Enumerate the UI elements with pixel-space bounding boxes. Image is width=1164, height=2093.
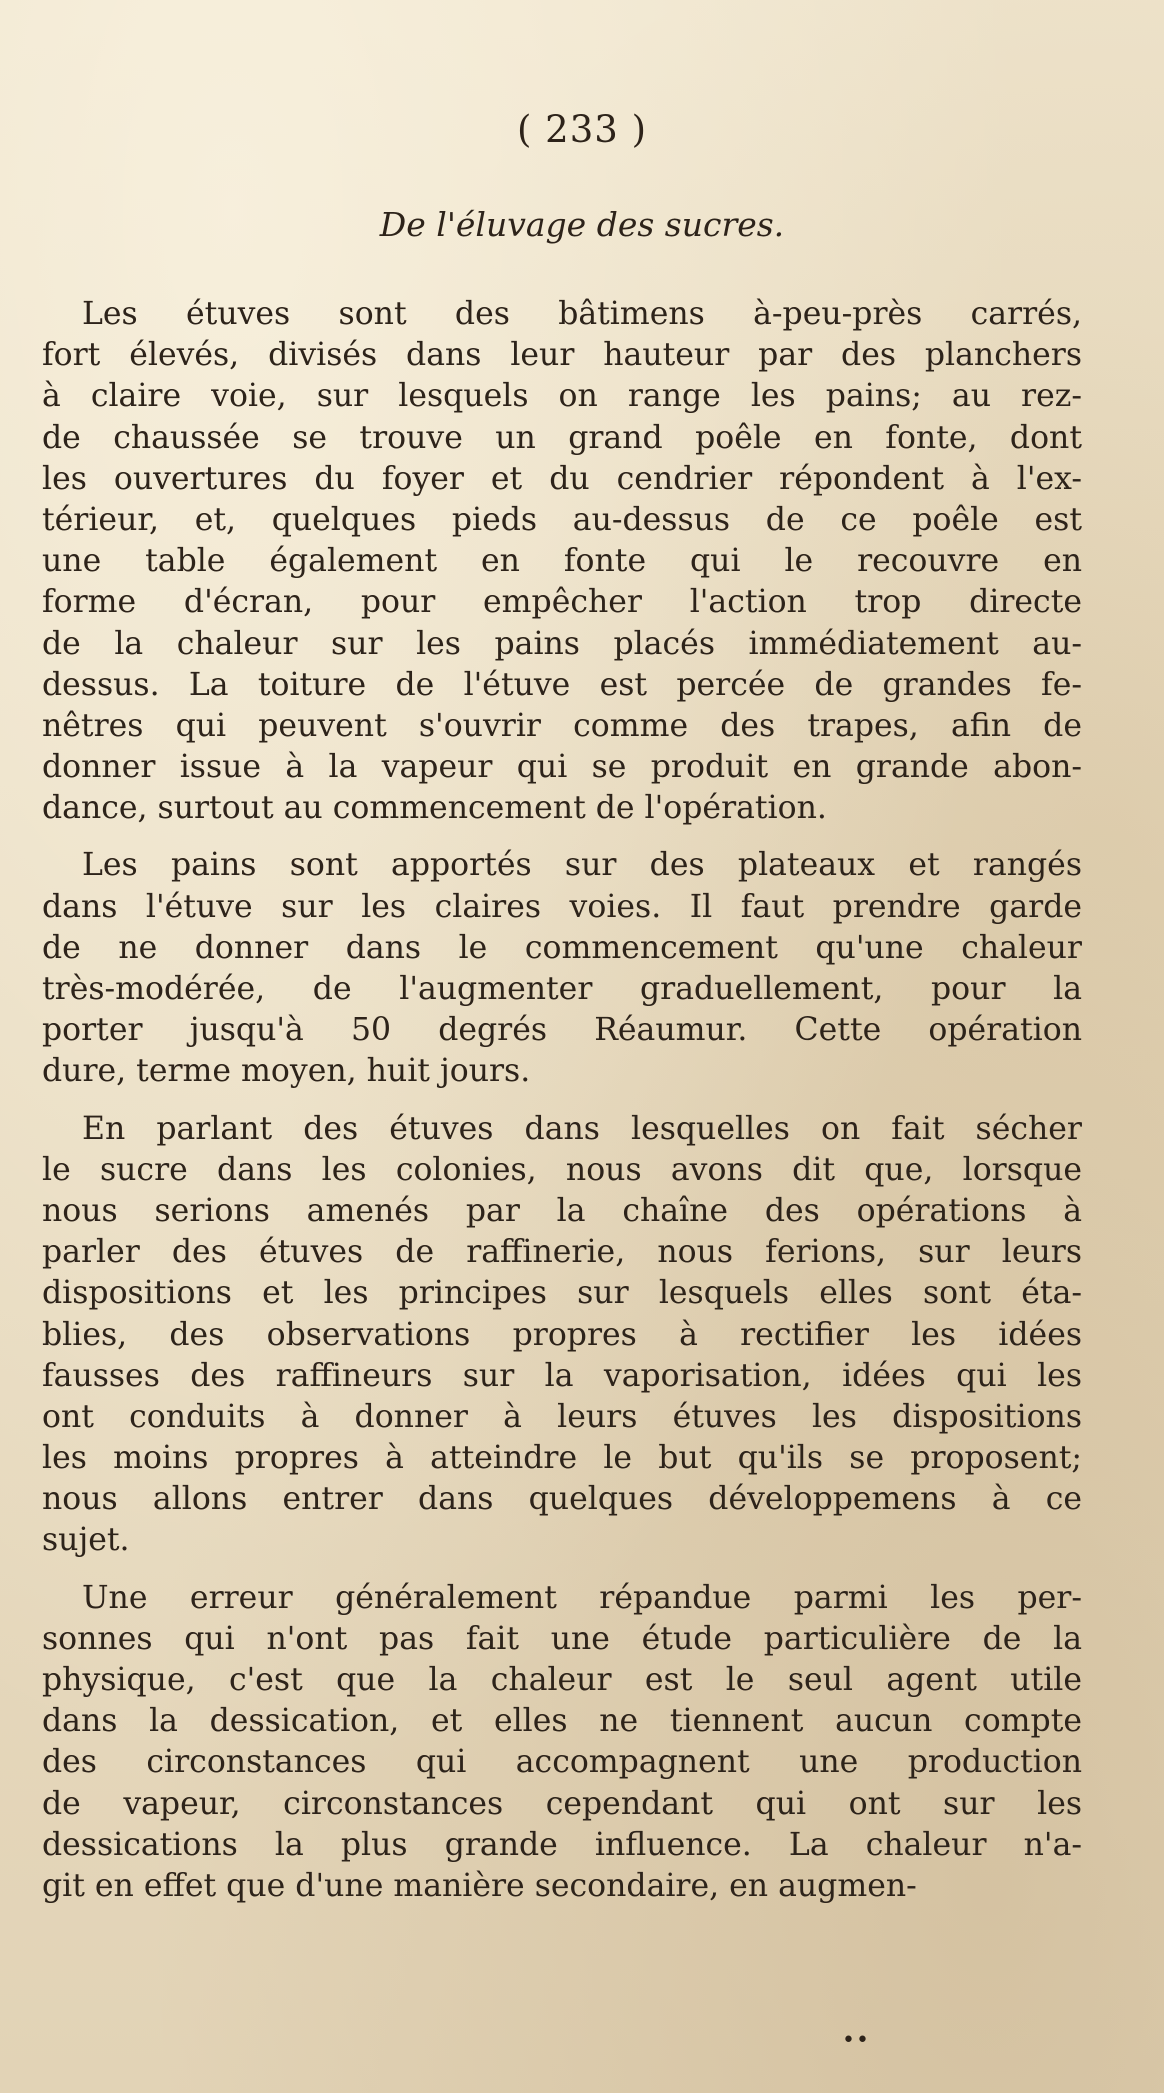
text-line: dans la dessication, et elles ne tiennent aucun compte bbox=[42, 1703, 1082, 1740]
text-line: ont conduits à donner à leurs étuves les dispositions bbox=[42, 1398, 1082, 1435]
section-title: De l'éluvage des sucres. bbox=[379, 205, 785, 244]
text-line: dispositions et les principes sur lesquels elles sont éta- bbox=[42, 1275, 1082, 1312]
text-line: dessus. La toiture de l'étuve est percée de grandes fe- bbox=[42, 666, 1082, 703]
page-number: ( 233 ) bbox=[516, 108, 647, 151]
text-line: dure, terme moyen, huit jours. bbox=[42, 1053, 531, 1090]
text-line: très-modérée, de l'augmenter graduellement, pour la bbox=[42, 971, 1082, 1007]
text-line: sujet. bbox=[42, 1522, 130, 1559]
paragraph bbox=[42, 1109, 1082, 1562]
text-line: fausses des raffineurs sur la vaporisation, idées qui les bbox=[42, 1357, 1082, 1394]
text-line: Les pains sont apportés sur des plateaux et rangés bbox=[82, 847, 1082, 884]
text-line: physique, c'est que la chaleur est le seul agent utile bbox=[42, 1662, 1082, 1698]
text-line: de ne donner dans le commencement qu'une chaleur bbox=[42, 929, 1082, 966]
text-line: des circonstances qui accompagnent une production bbox=[42, 1744, 1082, 1781]
paragraph bbox=[42, 1578, 1082, 1908]
text-line: térieur, et, quelques pieds au-dessus de ce poêle est bbox=[42, 501, 1082, 538]
text-line: blies, des observations propres à rectifier les idées bbox=[42, 1316, 1082, 1353]
text-line: donner issue à la vapeur qui se produit en grande abon- bbox=[42, 749, 1082, 786]
text-line: git en effet que d'une manière secondaire, en augmen- bbox=[42, 1867, 917, 1904]
text-line: nous serions amenés par la chaîne des opérations à bbox=[42, 1192, 1082, 1229]
text-line: Une erreur généralement répandue parmi les per- bbox=[82, 1579, 1082, 1616]
text-line: porter jusqu'à 50 degrés Réaumur. Cette opération bbox=[42, 1012, 1082, 1049]
text-line: une table également en fonte qui le recouvre en bbox=[42, 543, 1082, 580]
signature-mark: •• bbox=[842, 2028, 870, 2053]
text-line: forme d'écran, pour empêcher l'action trop directe bbox=[42, 584, 1082, 621]
text-line: Les étuves sont des bâtimens à-peu-près carrés, bbox=[82, 296, 1082, 332]
paragraph bbox=[42, 294, 1082, 829]
text-line: dessications la plus grande influence. La chaleur n'a- bbox=[42, 1826, 1082, 1863]
text-line: de vapeur, circonstances cependant qui ont sur les bbox=[42, 1785, 1082, 1822]
text-line: les moins propres à atteindre le but qu'ils se proposent; bbox=[42, 1440, 1082, 1477]
text-line: de chaussée se trouve un grand poêle en fonte, dont bbox=[42, 419, 1082, 456]
text-line: nous allons entrer dans quelques développemens à ce bbox=[42, 1481, 1082, 1518]
text-line: sonnes qui n'ont pas fait une étude particulière de la bbox=[42, 1620, 1082, 1657]
paragraph bbox=[42, 845, 1082, 1092]
text-line: les ouvertures du foyer et du cendrier répondent à l'ex- bbox=[42, 460, 1082, 497]
text-line: En parlant des étuves dans lesquelles on fait sécher bbox=[82, 1110, 1082, 1147]
text-line: dans l'étuve sur les claires voies. Il faut prendre garde bbox=[42, 888, 1082, 925]
body-text bbox=[42, 294, 1082, 1923]
text-line: de la chaleur sur les pains placés immédiatement au- bbox=[42, 625, 1082, 662]
text-line: nêtres qui peuvent s'ouvrir comme des trapes, afin de bbox=[42, 707, 1082, 744]
text-line: parler des étuves de raffinerie, nous ferions, sur leurs bbox=[42, 1234, 1082, 1271]
text-line: à claire voie, sur lesquels on range les pains; au rez- bbox=[42, 378, 1082, 415]
text-line: dance, surtout au commencement de l'opération. bbox=[42, 790, 827, 827]
text-line: fort élevés, divisés dans leur hauteur par des planchers bbox=[42, 337, 1082, 374]
text-line: le sucre dans les colonies, nous avons dit que, lorsque bbox=[42, 1151, 1082, 1188]
